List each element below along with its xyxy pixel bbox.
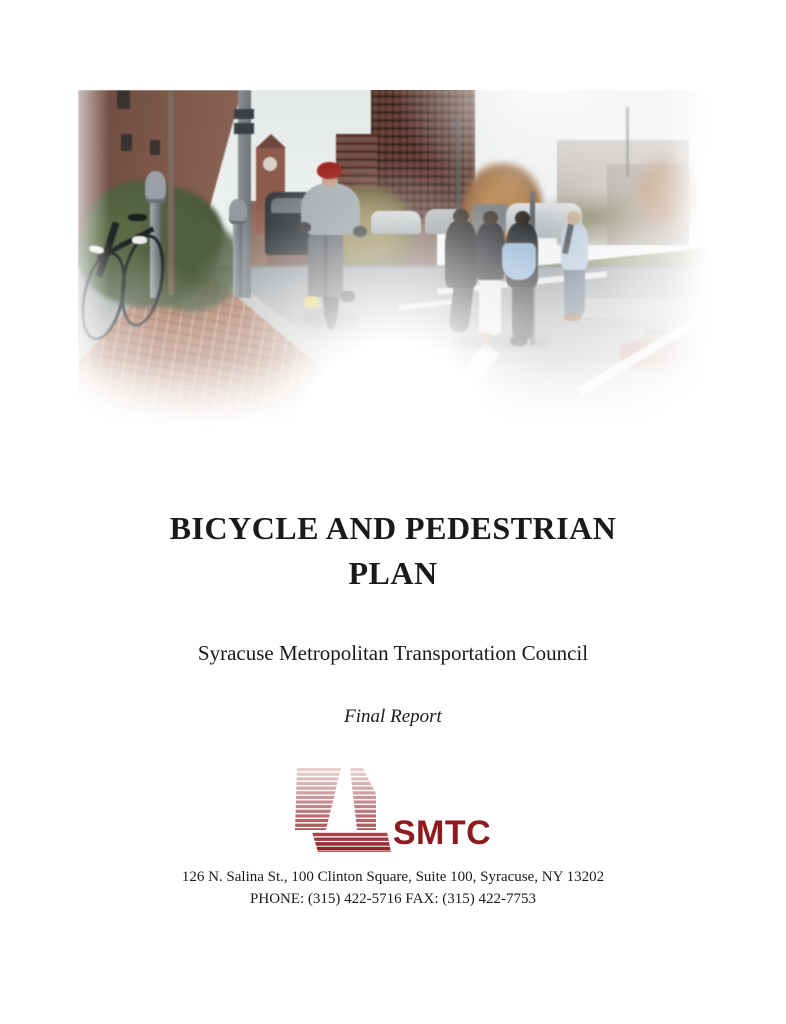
cyclist-shoe [340,291,354,302]
window [121,134,132,151]
parked-bicycle-seat [128,214,147,221]
street-light-pole [456,117,460,211]
smtc-logo [0,766,786,856]
bicycle-reflector [132,236,147,243]
pedestrian-shoe [564,313,580,321]
pedestrian-jeans [564,268,584,315]
pedestrian-head [567,211,581,225]
clock-face [263,157,277,170]
retaining-wall [582,298,708,318]
smtc-logo-text: SMTC [392,814,492,852]
street-scene [78,90,708,426]
window [150,140,160,155]
pedestrian-shoe [510,336,527,345]
pedestrian-coat [476,223,505,280]
cover-photo [78,90,708,426]
blue-tote-bag [502,243,536,280]
pedestrian-head [483,211,497,225]
address-line: 126 N. Salina St., 100 Clinton Square, Suite 100, Syracuse, NY 13202 [181,869,605,885]
window [117,90,130,109]
report-type-label: Final Report [344,706,442,727]
contact-block [0,866,786,910]
report-title [0,506,786,596]
pole-sign [234,109,254,119]
parked-car [371,211,421,235]
pedestrian-coat [445,221,477,288]
clock-tower-roof [256,134,286,148]
pole-sign [234,123,254,133]
pedestrian-white-pants [479,278,501,335]
phone-fax-line: PHONE: (315) 422-5716 FAX: (315) 422-7753 [250,891,536,907]
pedestrian-shoe [477,333,492,343]
cyclist-glove [353,226,366,237]
cyclist-red-helmet [317,162,342,179]
smtc-logo-mark [295,768,391,856]
parking-meter [229,199,247,224]
parking-meter-pole [233,219,242,296]
pedestrian-legs [512,285,533,339]
pedestrian-head [453,209,468,224]
organization-name: Syracuse Metropolitan Transportation Council [197,641,589,665]
cyclist-legs [308,233,343,297]
title-line-2: PLAN [348,555,438,591]
title-line-1: BICYCLE AND PEDESTRIAN [169,510,617,546]
street-light-pole [626,107,629,178]
parking-meter [145,171,166,203]
pedestrian-head [515,211,530,226]
wood-pole [168,90,174,295]
cyclist-shoe [304,296,318,307]
autumn-tree [626,150,702,237]
